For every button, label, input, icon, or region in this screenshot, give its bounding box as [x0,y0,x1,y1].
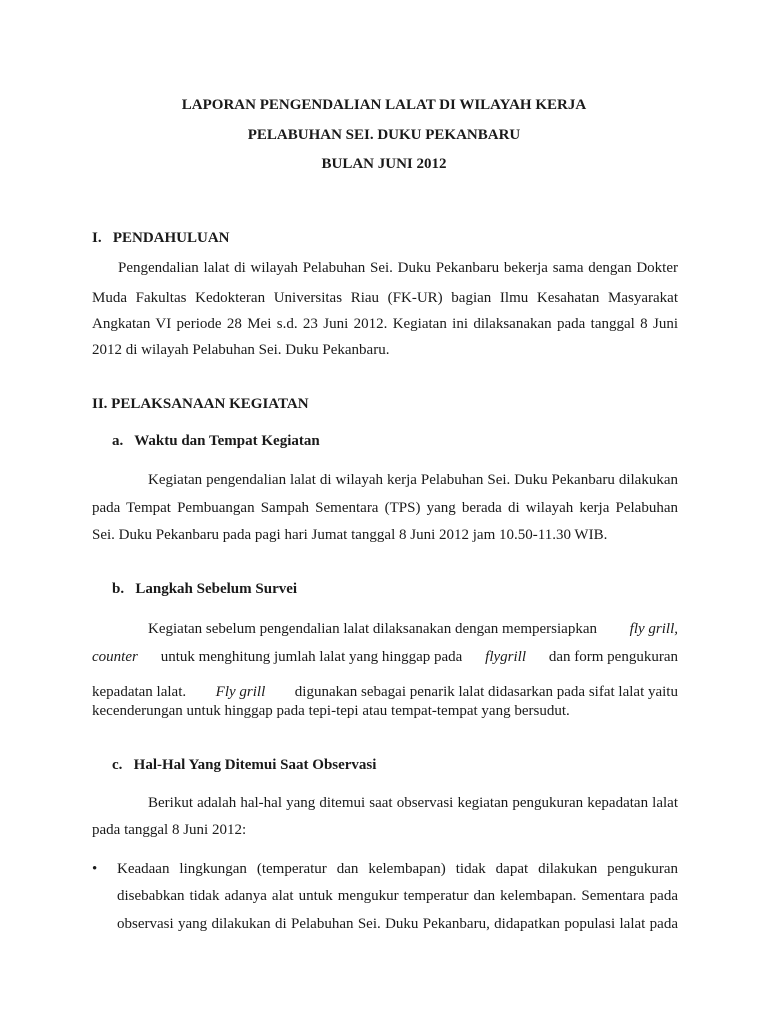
bullet-line-3: observasi yang dilakukan di Pelabuhan Sei. Duku Pekanbaru, didapatkan populasi lalat pada [117,916,678,932]
subsection-a-line-1: Kegiatan pengendalian lalat di wilayah kerja Pelabuhan Sei. Duku Pekanbaru dilakukan [148,472,678,488]
bullet-line-1: Keadaan lingkungan (temperatur dan kelembapan) tidak dapat dilakukan pengukuran [117,861,678,877]
section-2-heading: II. PELAKSANAAN KEGIATAN [92,396,309,412]
subsection-a-line-2: pada Tempat Pembuangan Sampah Sementara (TPS) yang berada di wilayah kerja Pelabuhan [92,500,678,516]
subsection-b-line-2-text-2: dan form pengukuran [548,649,678,665]
section-1-line-3: Angkatan VI periode 28 Mei s.d. 23 Juni 2012. Kegiatan ini dilaksanakan pada tanggal 8 Juni [92,316,678,332]
subsection-b-line-3-italic: Fly grill [215,684,266,700]
subsection-b-line-3-text-1: kepadatan lalat. [92,684,187,700]
subsection-a-heading: a. Waktu dan Tempat Kegiatan [112,433,320,449]
subsection-b-line-2-italic-1: counter [92,649,138,665]
subsection-b-line-3-text-2: digunakan sebagai penarik lalat didasarkan pada sifat lalat yaitu [294,684,678,700]
subsection-a-line-3: Sei. Duku Pekanbaru pada pagi hari Jumat tanggal 8 Juni 2012 jam 10.50-11.30 WIB. [92,527,608,543]
subsection-c-heading: c. Hal-Hal Yang Ditemui Saat Observasi [112,757,377,773]
subsection-c-line-2: pada tanggal 8 Juni 2012: [92,822,247,838]
bullet-line-2: disebabkan tidak adanya alat untuk mengukur temperatur dan kelembapan. Sementara pada [117,888,678,904]
subsection-b-line-4: kecenderungan untuk hinggap pada tepi-tepi atau tempat-tempat yang bersudut. [92,703,570,719]
section-1-line-4: 2012 di wilayah Pelabuhan Sei. Duku Pekanbaru. [92,342,390,358]
section-1-heading: I. PENDAHULUAN [92,230,230,246]
title-line-2: PELABUHAN SEI. DUKU PEKANBARU [247,127,521,143]
subsection-b-line-2-text-1: untuk menghitung jumlah lalat yang hinggap pada [160,649,463,665]
subsection-b-heading: b. Langkah Sebelum Survei [112,581,298,597]
section-1-line-2: Muda Fakultas Kedokteran Universitas Riau (FK-UR) bagian Ilmu Kesahatan Masyarakat [92,290,678,306]
title-line-3: BULAN JUNI 2012 [321,156,447,172]
subsection-b-line-1-text: Kegiatan sebelum pengendalian lalat dilaksanakan dengan mempersiapkan [148,621,597,637]
subsection-b-line-2 [92,649,678,666]
subsection-b-line-1-italic: fly grill, [629,621,678,637]
subsection-c-line-1: Berikut adalah hal-hal yang ditemui saat observasi kegiatan pengukuran kepadatan lalat [148,795,678,811]
bullet-icon: • [92,861,98,877]
section-1-line-1: Pengendalian lalat di wilayah Pelabuhan Sei. Duku Pekanbaru bekerja sama dengan Dokter [118,260,678,276]
subsection-b-line-1 [148,621,678,638]
subsection-b-line-2-italic-2: flygrill [485,649,526,665]
title-line-1: LAPORAN PENGENDALIAN LALAT DI WILAYAH KERJA [181,97,587,113]
subsection-b-line-3 [92,684,678,701]
